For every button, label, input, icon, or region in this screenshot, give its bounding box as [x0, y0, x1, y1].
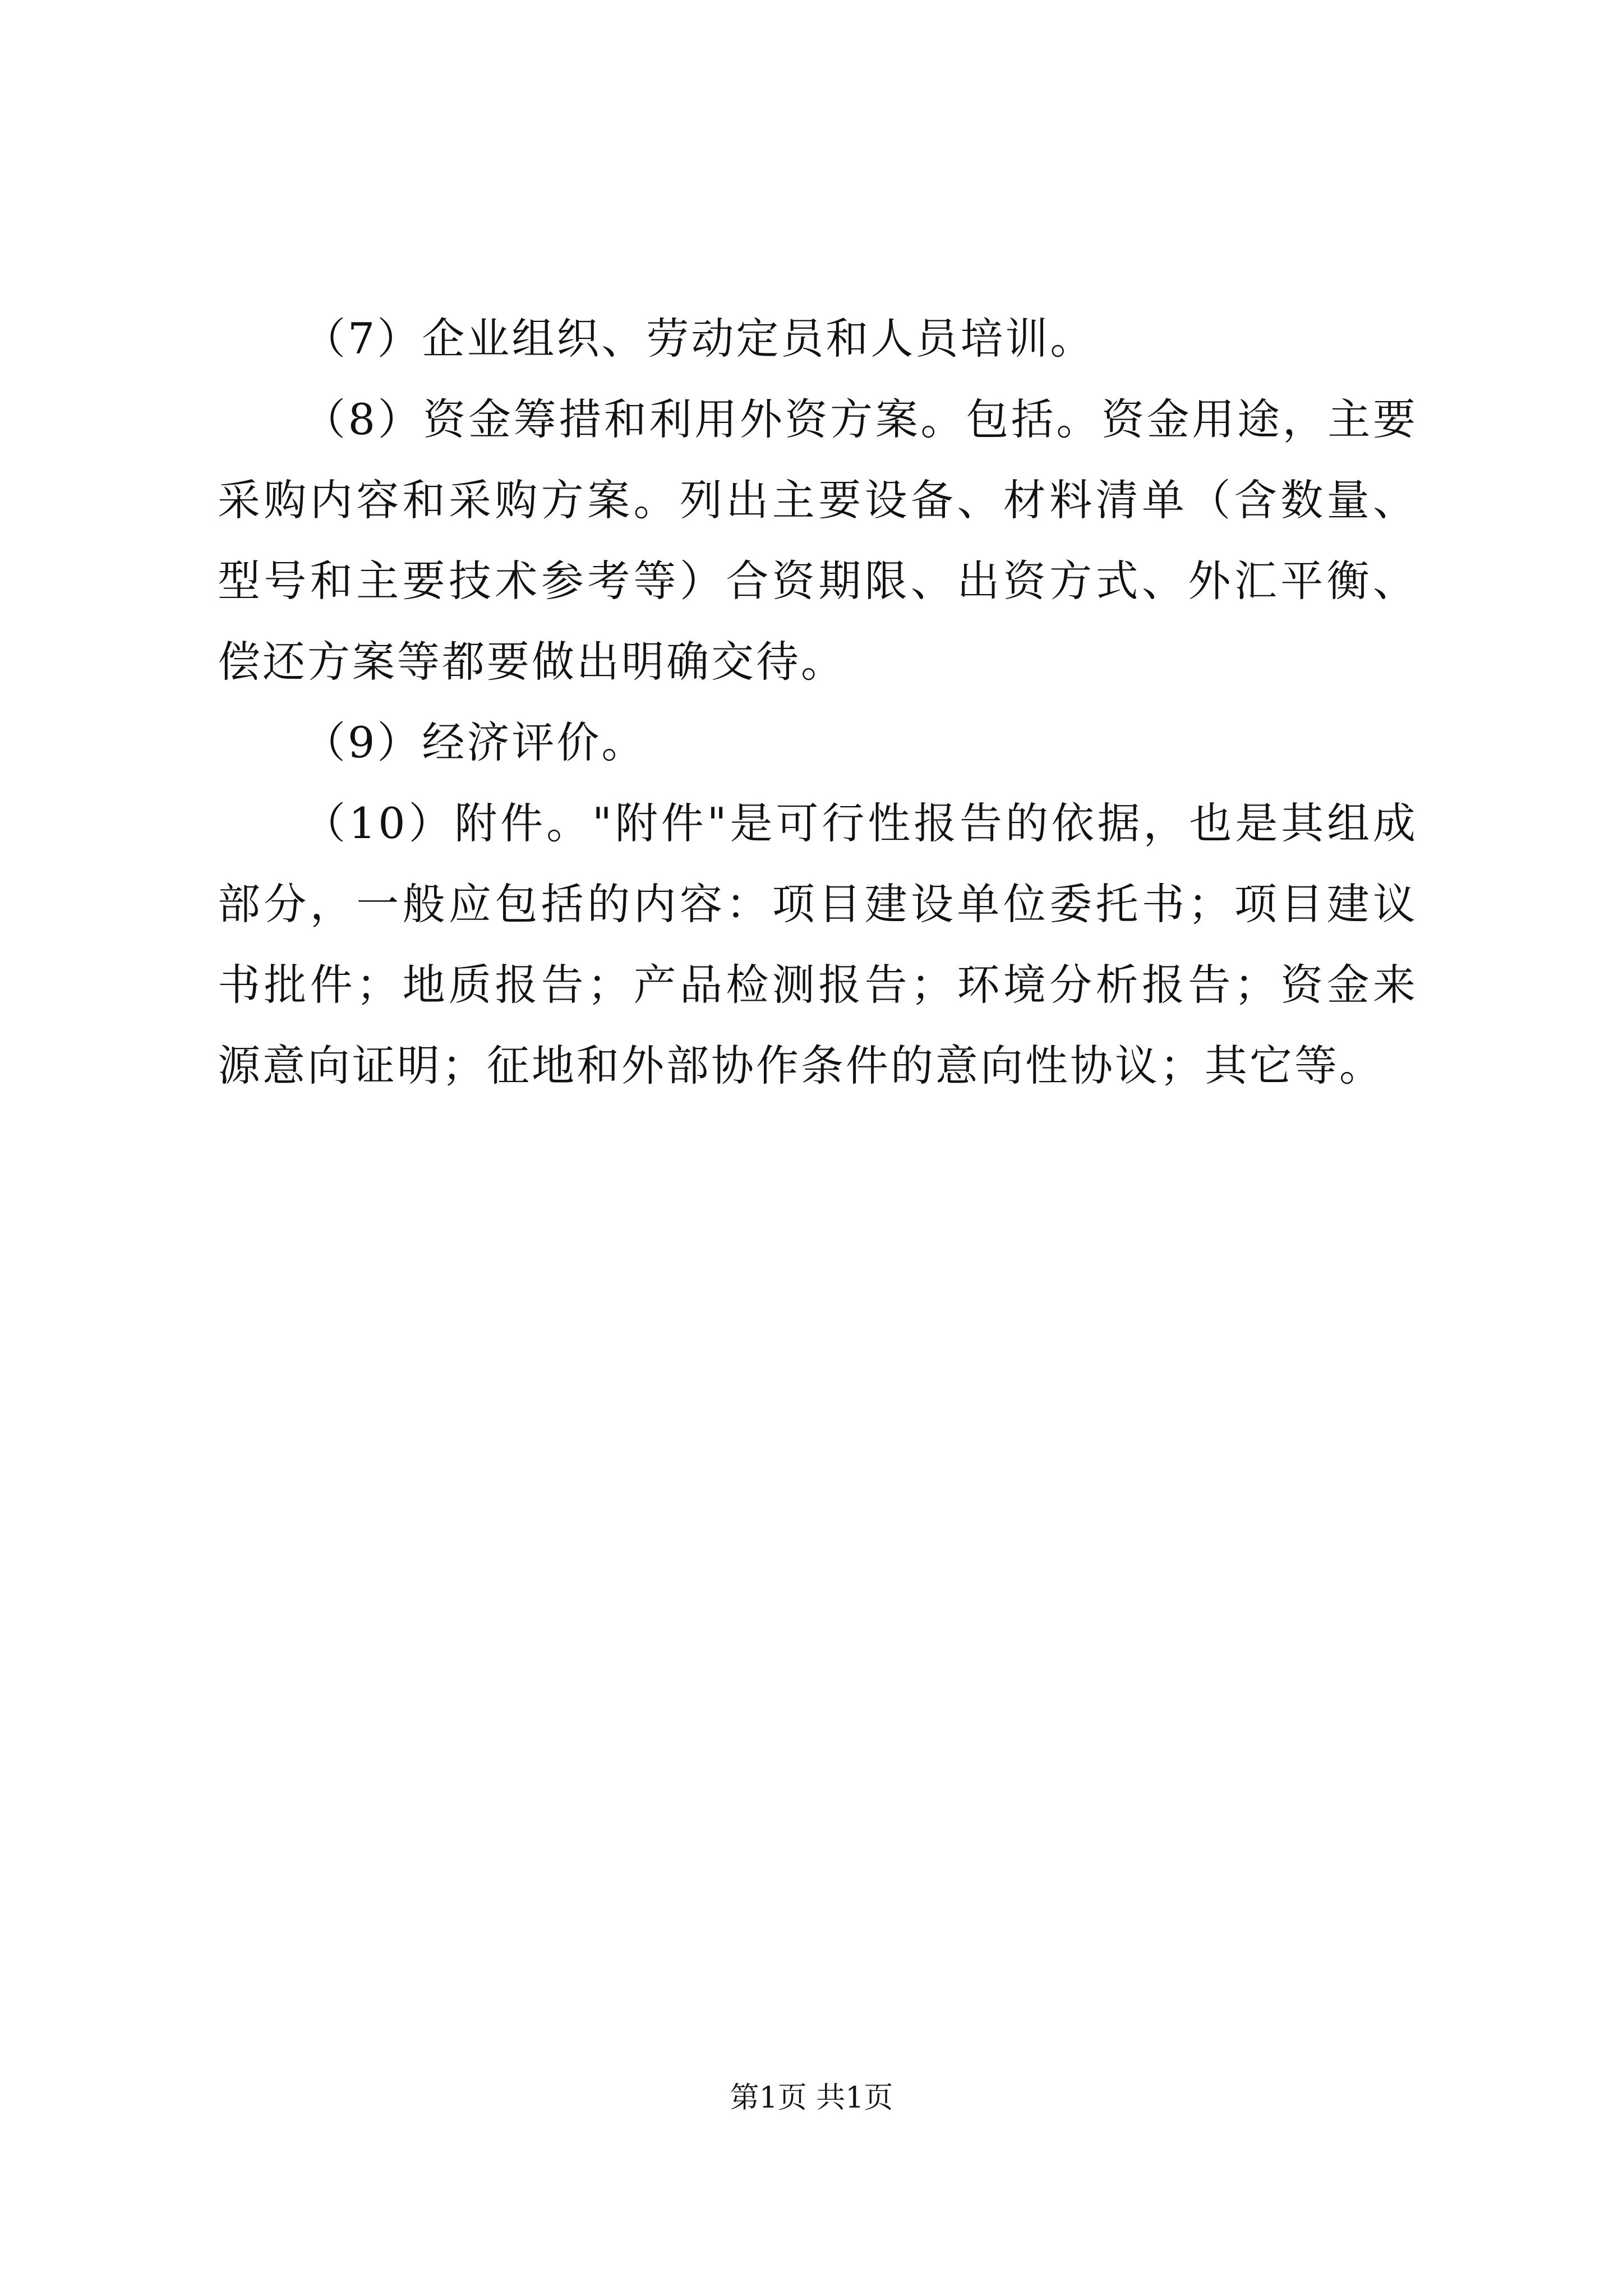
- paragraph-9: （9）经济评价。: [303, 717, 647, 767]
- paragraph-8: （8）资金筹措和利用外资方案。包括。资金用途，主要采购内容和采购方案。列出主要设备、材料清单（含数量、型号和主要技术参考等）合资期限、出资方式、外汇平衡、偿还方案等都要做出明确交待。: [218, 394, 1418, 687]
- paragraph-10: （10）附件。"附件"是可行性报告的依据，也是其组成部分，一般应包括的内容：项目建设单位委托书；项目建议书批件；地质报告；产品检测报告；环境分析报告；资金来源意向证明；征地和外部协作条件的意向性协议；其它等。: [218, 798, 1418, 1091]
- page-footer: 第1页 共1页: [730, 2081, 893, 2115]
- paragraph-7: （7）企业组织、劳动定员和人员培训。: [303, 314, 1095, 364]
- document-body: [218, 298, 1418, 1106]
